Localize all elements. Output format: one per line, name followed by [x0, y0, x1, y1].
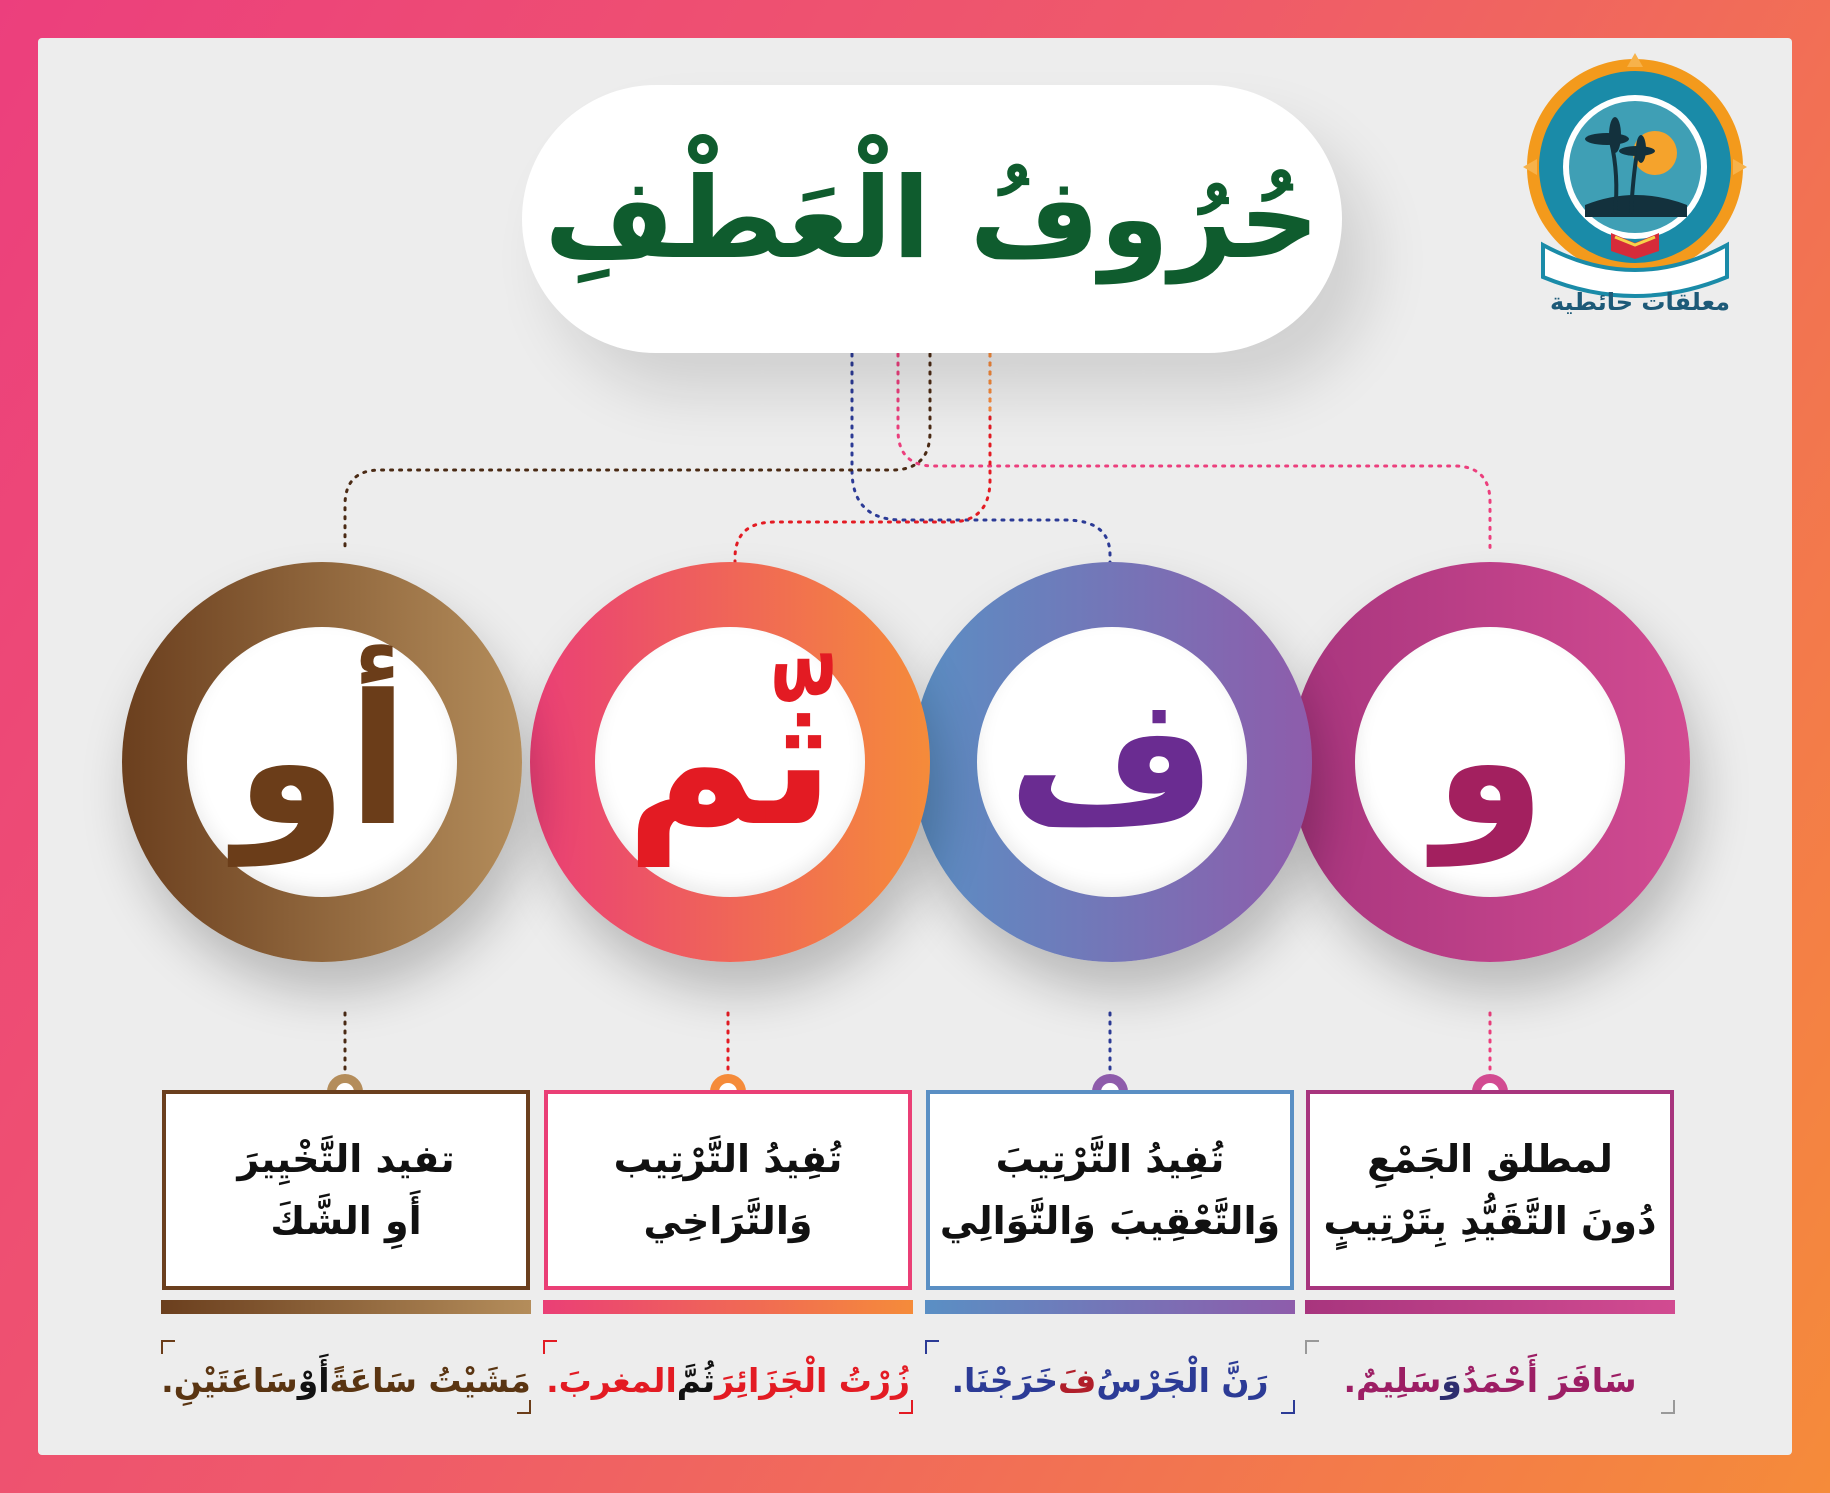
example-text: مَشَيْتُ سَاعَةً [329, 1360, 531, 1400]
description-line: لمطلق الجَمْعِ [1367, 1137, 1613, 1181]
letter-waw: و [1434, 657, 1546, 866]
bracket-corner [543, 1340, 557, 1354]
circle-thumma [530, 562, 930, 962]
bracket-corner [1281, 1400, 1295, 1414]
example-connector: وَ [1441, 1360, 1462, 1400]
circle-inner [187, 627, 457, 897]
circle-inner [1355, 627, 1625, 897]
example-text: رَنَّ الْجَرْسُ [1096, 1360, 1269, 1400]
description-box-thumma [544, 1090, 912, 1290]
letter-thumma: ثّم [625, 657, 835, 866]
circle-inner [977, 627, 1247, 897]
description-line: وَالتَّرَاخِي [643, 1199, 813, 1243]
bracket-corner [1305, 1340, 1319, 1354]
example-text: المغربَ. [546, 1360, 677, 1400]
example-text: زُرْتُ الْجَزَائِرَ [715, 1360, 910, 1400]
example-text: سَافَرَ أَحْمَدُ [1461, 1360, 1637, 1400]
description-line: تُفِيدُ التَّرْتِيبَ [995, 1137, 1225, 1181]
bracket-corner [517, 1400, 531, 1414]
example-text: خَرَجْنَا. [951, 1360, 1058, 1400]
example-fa [925, 1345, 1295, 1415]
example-text: سَلِيمٌ. [1343, 1360, 1442, 1400]
description-line: وَالتَّعْقِيبَ وَالتَّوَالِي [939, 1199, 1281, 1243]
circle-aw [122, 562, 522, 962]
description-box-waw [1306, 1090, 1674, 1290]
bracket-corner [899, 1400, 913, 1414]
connector-fa [852, 354, 1110, 572]
circle-fa [912, 562, 1312, 962]
description-line: تفيد التَّخْيِيرَ [237, 1137, 455, 1181]
box-underline-bar [925, 1300, 1295, 1314]
title-pill [522, 85, 1342, 353]
bracket-corner [1661, 1400, 1675, 1414]
circle-waw [1290, 562, 1690, 962]
connector-aw [345, 354, 930, 550]
box-underline-bar [543, 1300, 913, 1314]
circle-inner [595, 627, 865, 897]
example-text: سَاعَتَيْنِ. [161, 1360, 298, 1400]
letter-fa: ف [1007, 657, 1217, 866]
connector-thumma [735, 354, 990, 572]
description-box-fa [926, 1090, 1294, 1290]
box-underline-bar [1305, 1300, 1675, 1314]
description-box-aw [162, 1090, 530, 1290]
description-line: أَوِ الشَّكَ [270, 1199, 422, 1243]
example-aw [161, 1345, 531, 1415]
page-title: حُرُوفُ الْعَطْفِ [544, 154, 1320, 284]
letter-aw: أو [235, 657, 409, 866]
example-thumma [543, 1345, 913, 1415]
box-underline-bar [161, 1300, 531, 1314]
example-connector: أَوْ [297, 1360, 330, 1400]
example-connector: ثُمَّ [676, 1360, 716, 1400]
example-connector: فَ [1057, 1360, 1097, 1400]
bracket-corner [161, 1340, 175, 1354]
description-line: دُونَ التَّقَيُّدِ بِتَرْتِيبٍ [1323, 1199, 1657, 1243]
example-waw [1305, 1345, 1675, 1415]
bracket-corner [925, 1340, 939, 1354]
description-line: تُفِيدُ التَّرْتِيب [613, 1137, 843, 1181]
logo-caption: معلقات حائطية [1549, 288, 1730, 316]
